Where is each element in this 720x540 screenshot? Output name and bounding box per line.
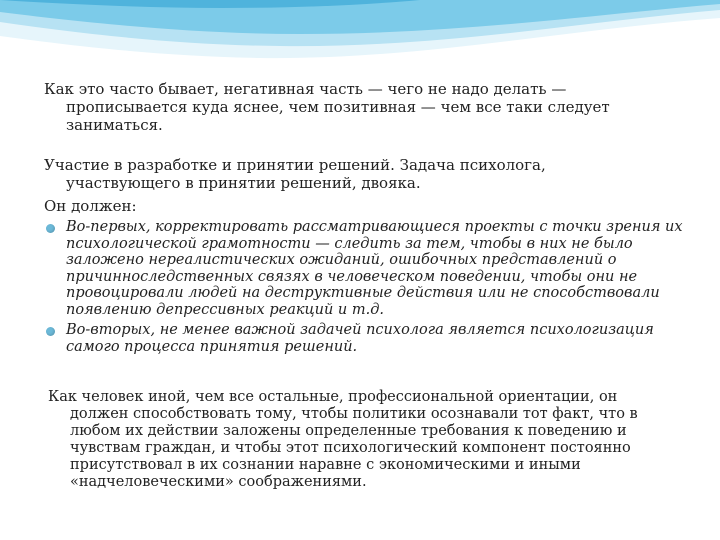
list-item bbox=[44, 322, 684, 355]
closing-first-line: Как человек иной, чем все остальные, профессиональной ориентации, он bbox=[48, 389, 618, 405]
bullet-text-first: Во-первых, корректировать рассматривающиеся проекты с точки зрения их психологической грамотности — следить за тем, чтобы в них не было заложено нереалистических ожиданий, ошибочных представлений о причинноследственных связях в человеческом поведении, чтобы они не провоцировали людей на деструктивные действия или не способствовали появлению депрессивных реакций и т.д. bbox=[66, 219, 683, 318]
bullet-dot-icon bbox=[46, 224, 55, 233]
header-wave-decoration bbox=[0, 0, 720, 80]
must-line: Он должен: bbox=[44, 197, 137, 215]
task-paragraph bbox=[44, 156, 684, 192]
closing-continuation: должен способствовать тому, чтобы политики осознавали тот факт, что в любом их действии заложены определенные требования к поведению и чувствам граждан, и чтобы этот психологический компонент постоянно присутствовал в их сознании наравне с экономическими и иными «надчеловеческими» соображениями. bbox=[70, 406, 638, 490]
duties-list bbox=[44, 219, 684, 359]
list-item bbox=[44, 219, 684, 318]
intro-paragraph bbox=[44, 80, 684, 134]
bullet-dot-icon bbox=[46, 327, 55, 336]
intro-continuation: прописывается куда яснее, чем позитивная — чем все таки следует заниматься. bbox=[66, 98, 610, 134]
closing-paragraph bbox=[48, 389, 688, 491]
bullet-text-second: Во-вторых, не менее важной задачей психолога является психологизация самого процесса принятия решений. bbox=[66, 322, 654, 355]
intro-first-line: Как это часто бывает, негативная часть — чего не надо делать — bbox=[44, 80, 567, 98]
task-continuation: участвующего в принятии решений, двояка. bbox=[66, 174, 421, 192]
task-first-line: Участие в разработке и принятии решений. Задача психолога, bbox=[44, 156, 546, 174]
